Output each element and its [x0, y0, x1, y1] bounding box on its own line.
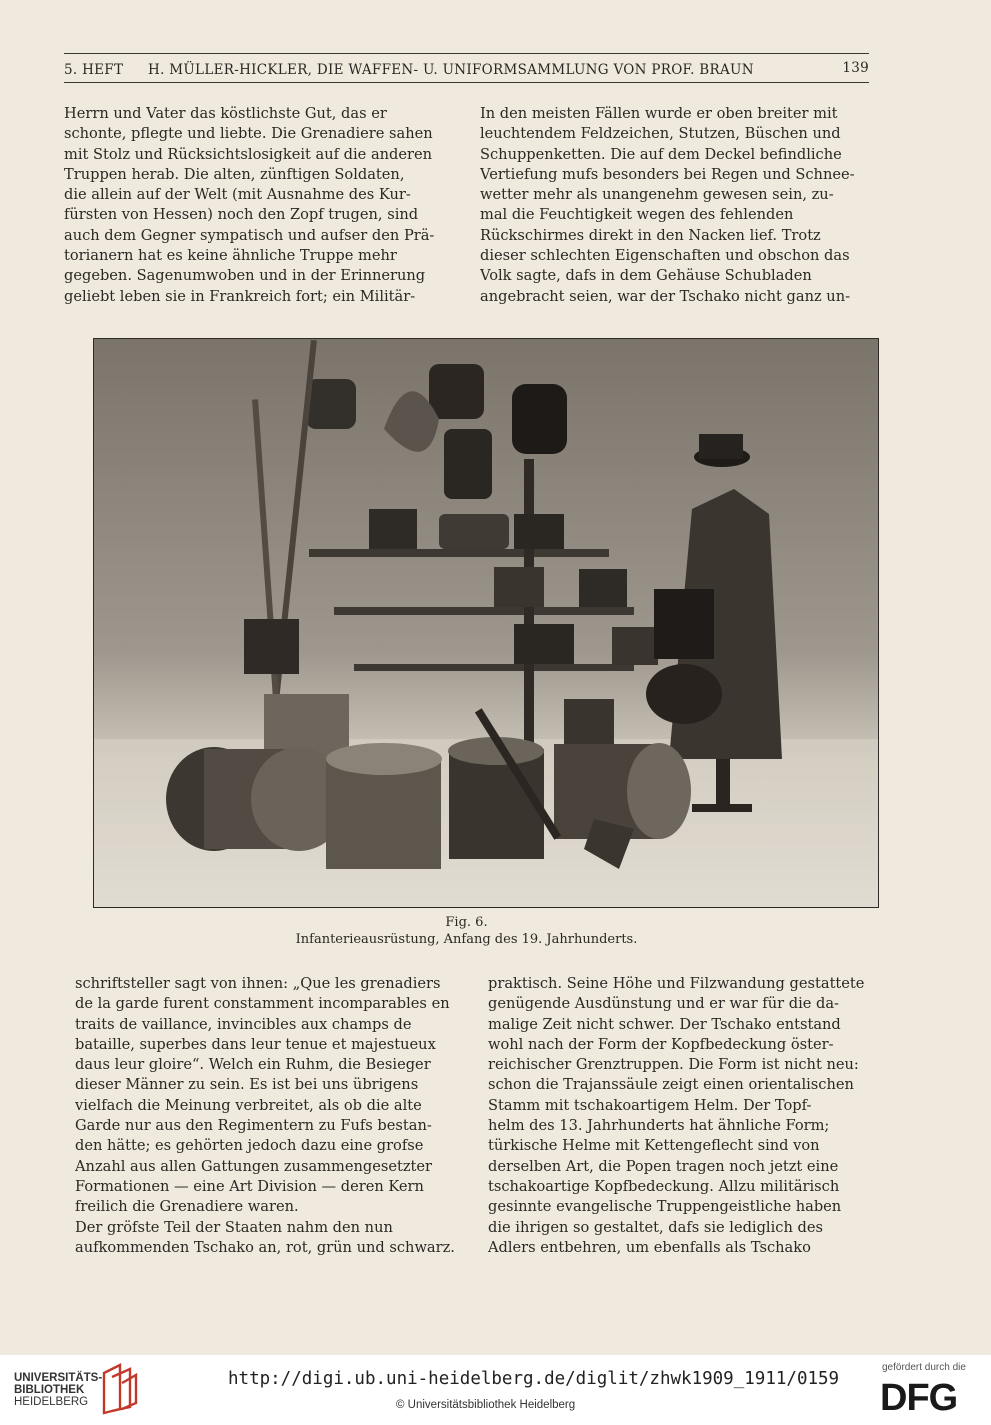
text-line: Stamm mit tschakoartigem Helm. Der Topf- [488, 1096, 812, 1114]
library-name-line1: UNIVERSITÄTS- [14, 1372, 103, 1384]
library-logo-icon [98, 1363, 140, 1415]
running-header [64, 60, 869, 82]
text-column-bottom-right [488, 974, 881, 1258]
text-line: Volk sagte, dafs in dem Gehäuse Schubladen [480, 267, 812, 285]
text-line: Anzahl aus allen Gattungen zusammengesetzter [75, 1157, 432, 1175]
text-line: Vertiefung mufs besonders bei Regen und Schnee- [480, 165, 855, 183]
text-line: aufkommenden Tschako an, rot, grün und schwarz. [75, 1238, 455, 1256]
header-bottom-rule [64, 82, 869, 83]
text-line: den hätte; es gehörten jedoch dazu eine grofse [75, 1137, 424, 1155]
text-line: gegeben. Sagenumwoben und in der Erinnerung [64, 267, 426, 285]
text-column-bottom-left [75, 974, 468, 1258]
text-line: freilich die Grenadiere waren. [75, 1198, 299, 1216]
text-line: angebracht seien, war der Tschako nicht ganz un- [480, 287, 851, 305]
running-title: H. MÜLLER-HICKLER, DIE WAFFEN- U. UNIFORMSAMMLUNG VON PROF. BRAUN [148, 62, 754, 78]
permalink-url[interactable]: http://digi.ub.uni-heidelberg.de/diglit/zhwk1909_1911/0159 [228, 1369, 840, 1389]
library-name-line2: BIBLIOTHEK [14, 1384, 85, 1396]
text-line: reichischer Grenztruppen. Die Form ist nicht neu: [488, 1056, 859, 1074]
text-line: de la garde furent constamment incomparables en [75, 995, 450, 1013]
text-line: die ihrigen so gestaltet, dafs sie lediglich des [488, 1218, 823, 1236]
figure-caption-text: Infanterieausrüstung, Anfang des 19. Jahrhunderts. [295, 932, 638, 947]
text-line: gesinnte evangelische Truppengeistliche haben [488, 1198, 842, 1216]
text-column-top-left [64, 104, 459, 307]
library-logo-text [14, 1372, 102, 1408]
text-line: mal die Feuchtigkeit wegen des fehlenden [480, 206, 794, 224]
funding-note: gefördert durch die [882, 1362, 966, 1373]
text-line: Schuppenketten. Die auf dem Deckel befindliche [480, 145, 842, 163]
text-line: Truppen herab. Die alten, zünftigen Soldaten, [64, 165, 405, 183]
text-line: Rückschirmes direkt in den Nacken lief. Trotz [480, 226, 821, 244]
text-line: genügende Ausdünstung und er war für die da- [488, 995, 839, 1013]
text-line: daus leur gloire“. Welch ein Ruhm, die Besieger [75, 1056, 431, 1074]
text-line: wohl nach der Form der Kopfbedeckung öster- [488, 1035, 834, 1053]
text-line: geliebt leben sie in Frankreich fort; ein Militär- [64, 287, 416, 305]
text-line: In den meisten Fällen wurde er oben breiter mit [480, 105, 838, 122]
text-line: vielfach die Meinung verbreitet, als ob die alte [75, 1096, 422, 1114]
text-line: dieser Männer zu sein. Es ist bei uns übrigens [75, 1076, 419, 1094]
text-line: traits de vaillance, invincibles aux champs de [75, 1015, 412, 1033]
copyright-notice: © Universitätsbibliothek Heidelberg [396, 1399, 576, 1411]
text-line: die allein auf der Welt (mit Ausnahme des Kur- [64, 186, 411, 204]
text-line: wetter mehr als unangenehm gewesen sein, zu- [480, 186, 834, 204]
text-line: Adlers entbehren, um ebenfalls als Tschako [488, 1238, 811, 1256]
text-line: bataille, superbes dans leur tenue et majestueux [75, 1035, 436, 1053]
header-top-rule [64, 53, 869, 54]
text-line: türkische Helme mit Kettengeflecht sind von [488, 1137, 820, 1155]
library-name-line3: HEIDELBERG [14, 1396, 89, 1408]
text-line: praktisch. Seine Höhe und Filzwandung gestattete [488, 975, 865, 992]
text-line: Formationen — eine Art Division — deren Kern [75, 1177, 424, 1195]
text-line: Der gröfste Teil der Staaten nahm den nun [75, 1218, 393, 1236]
text-line: schriftsteller sagt von ihnen: „Que les grenadiers [75, 975, 441, 992]
text-line: fürsten von Hessen) noch den Zopf trugen, sind [64, 206, 419, 224]
page-number: 139 [842, 60, 869, 76]
infantry-equipment-photo [94, 339, 878, 907]
text-line: derselben Art, die Popen tragen noch jetzt eine [488, 1157, 839, 1175]
dfg-logo: DFG [880, 1377, 958, 1419]
text-line: leuchtendem Feldzeichen, Stutzen, Büschen und [480, 125, 841, 143]
text-line: helm des 13. Jahrhunderts hat ähnliche Form; [488, 1117, 830, 1135]
text-line: torianern hat es keine ähnliche Truppe mehr [64, 247, 397, 265]
text-line: malige Zeit nicht schwer. Der Tschako entstand [488, 1015, 841, 1033]
text-line: schonte, pflegte und liebte. Die Grenadiere sahen [64, 125, 433, 143]
text-line: schon die Trajanssäule zeigt einen orientalischen [488, 1076, 854, 1094]
figure-photograph [93, 338, 879, 908]
text-line: tschakoartige Kopfbedeckung. Allzu militärisch [488, 1177, 840, 1195]
text-line: dieser schlechten Eigenschaften und obschon das [480, 247, 850, 265]
text-column-top-right [480, 104, 871, 307]
text-line: Herrn und Vater das köstlichste Gut, das er [64, 105, 387, 122]
figure-caption [64, 914, 869, 948]
text-line: Garde nur aus den Regimentern zu Fufs bestan- [75, 1117, 432, 1135]
issue-label: 5. HEFT [64, 62, 124, 78]
figure-label: Fig. 6. [445, 915, 488, 930]
text-line: mit Stolz und Rücksichtslosigkeit auf die anderen [64, 145, 433, 163]
text-line: auch dem Gegner sympatisch und aufser den Prä- [64, 226, 435, 244]
footer-bar [0, 1355, 991, 1425]
